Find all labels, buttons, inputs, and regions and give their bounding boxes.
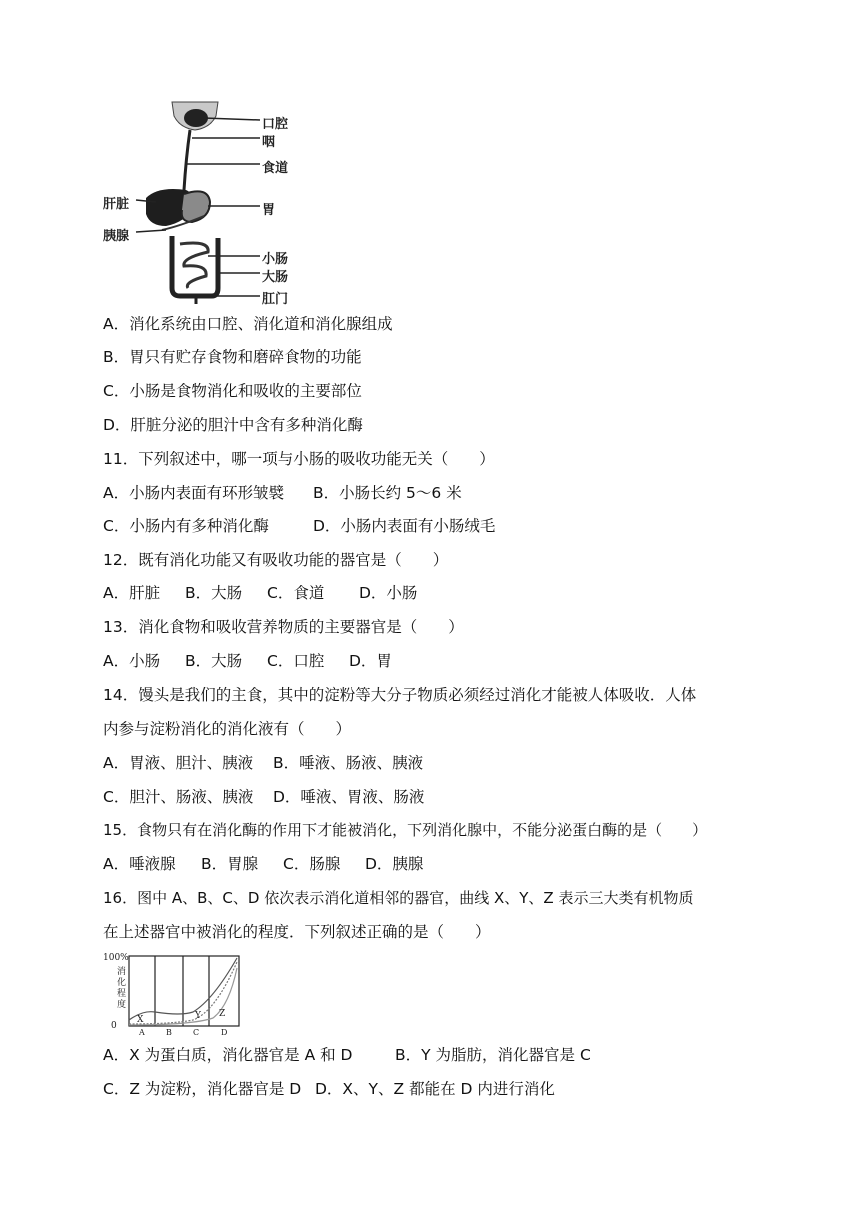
q12-option-a: A．肝脏 [103,584,161,602]
q14-row2 [103,786,424,808]
y-axis-label-3: 程 [117,989,127,999]
q14-option-c: C．胆汁、肠液、胰液 [103,788,254,806]
q16-option-b: B．Y 为脂肪，消化器官是 C [395,1046,591,1064]
q14-option-d: D．唾液、胃液、肠液 [273,788,425,806]
q10-option-c: C．小肠是食物消化和吸收的主要部位 [103,382,362,400]
q11-option-a: A．小肠内表面有环形皱襞 [103,484,285,502]
q16-option-d: D．X、Y、Z 都能在 D 内进行消化 [315,1080,555,1098]
q13-option-d: D．胃 [349,652,392,670]
q12-option-b: B．大肠 [185,584,243,602]
q15-options [103,853,423,875]
q15-option-d: D．胰腺 [365,855,424,873]
label-pancreas: 胰腺 [103,229,130,244]
q14-stem-line2: 内参与淀粉消化的消化液有（ ） [103,720,352,738]
q14-option-a: A．胃液、胆汁、胰液 [103,754,254,772]
q16-row2 [103,1078,555,1100]
q16-stem-line2: 在上述器官中被消化的程度．下列叙述正确的是（ ） [103,923,491,941]
q15-option-a: A．唾液腺 [103,855,176,873]
y-axis-label-4: 度 [117,1000,127,1010]
q11-row2 [103,515,495,537]
digestion-degree-figure [103,950,243,1036]
q13-option-b: B．大肠 [185,652,243,670]
label-anus: 肛门 [262,292,289,307]
q16-row1 [103,1044,591,1066]
q12-stem: 12．既有消化功能又有吸收功能的器官是（ ） [103,551,449,569]
q16-option-c: C．Z 为淀粉，消化器官是 D [103,1080,302,1098]
q13-stem: 13．消化食物和吸收营养物质的主要器官是（ ） [103,618,464,636]
q13-option-a: A．小肠 [103,652,161,670]
curve-label-x: X [137,1015,144,1025]
label-esophagus: 食道 [262,161,289,176]
q11-option-b: B．小肠长约 5～6 米 [313,484,462,502]
x-label-a: A [139,1028,145,1036]
x-label-d: D [221,1028,228,1036]
label-small-intestine: 小肠 [262,252,289,267]
q16-stem-line1: 16．图中 A、B、C、D 依次表示消化道相邻的器官，曲线 X、Y、Z 表示三大类有机物质 [103,889,694,907]
x-label-b: B [166,1028,172,1036]
label-liver: 肝脏 [103,197,130,212]
q15-option-c: C．肠腺 [283,855,341,873]
q15-option-b: B．胃腺 [201,855,259,873]
q14-stem-line1: 14．馒头是我们的主食，其中的淀粉等大分子物质必须经过消化才能被人体吸收．人体 [103,686,697,704]
label-large-intestine: 大肠 [262,270,289,285]
q10-option-d: D．肝脏分泌的胆汁中含有多种消化酶 [103,416,363,434]
q14-option-b: B．唾液、肠液、胰液 [273,754,424,772]
q10-option-a: A．消化系统由口腔、消化道和消化腺组成 [103,315,393,333]
curve-label-z: Z [219,1009,226,1019]
q13-option-c: C．口腔 [267,652,325,670]
label-mouth: 口腔 [262,117,289,132]
q11-option-c: C．小肠内有多种消化酶 [103,517,269,535]
q16-option-a: A．X 为蛋白质，消化器官是 A 和 D [103,1046,353,1064]
q11-stem: 11．下列叙述中，哪一项与小肠的吸收功能无关（ ） [103,450,495,468]
y-axis-zero-label: 0 [111,1021,117,1031]
y-axis-label-1: 消 [117,967,127,977]
q10-option-b: B．胃只有贮存食物和磨碎食物的功能 [103,348,362,366]
q15-stem: 15．食物只有在消化酶的作用下才能被消化，下列消化腺中，不能分泌蛋白酶的是（ ） [103,821,708,839]
digestion-degree-diagram [103,950,243,1036]
y-axis-top-label: 100% [103,953,129,963]
y-axis-label-2: 化 [117,978,127,988]
q12-option-c: C．食道 [267,584,325,602]
q14-row1 [103,752,423,774]
q11-row1 [103,482,462,504]
q11-option-d: D．小肠内表面有小肠绒毛 [313,517,496,535]
q12-options [103,582,417,604]
q13-options [103,650,392,672]
x-label-c: C [193,1028,200,1036]
label-pharynx: 咽 [262,135,276,150]
label-stomach: 胃 [262,203,276,218]
curve-label-y: Y [195,1011,201,1021]
q12-option-d: D．小肠 [359,584,418,602]
